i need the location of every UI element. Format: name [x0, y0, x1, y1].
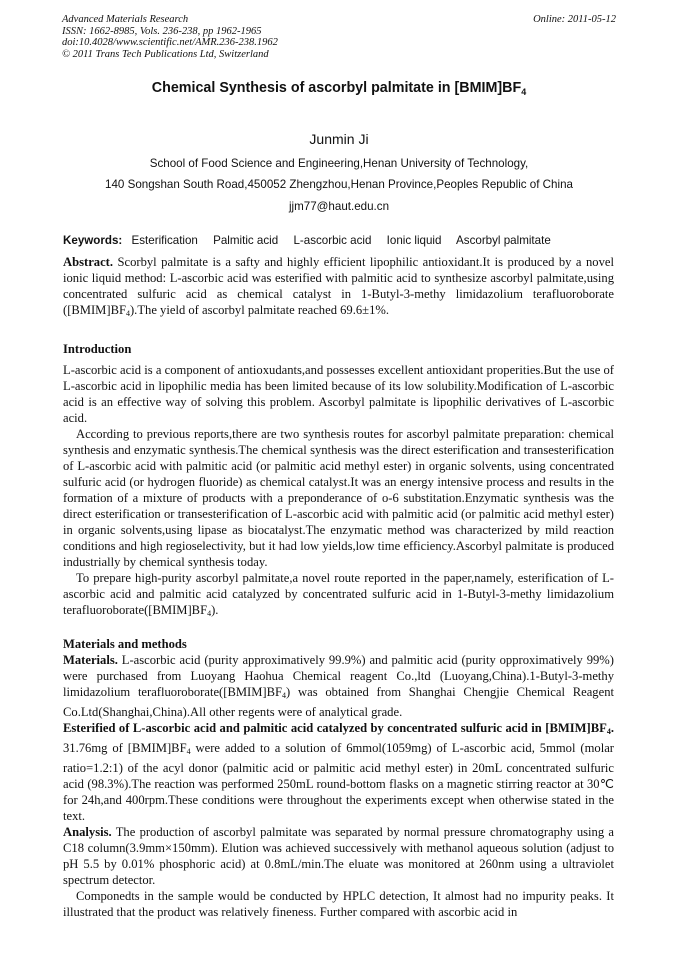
journal-name: Advanced Materials Research — [62, 14, 189, 25]
keyword: Ascorbyl palmitate — [456, 234, 551, 247]
esterification-text-b: were added to a solution of 6mmol(1059mg) of L-ascorbic acid, 5mmol (molar ratio=1.2:1) of the acyl donor (palmitic acid or palmitic acid methyl ester) in 20mL concentrated sulfuric acid (98.3%).The reaction was performed 250mL round-bottom flasks on a magnetic stirring reactor at 30℃ for 24h,and 400rpm.These conditions were throughout the experiments except when otherwise stated in the text. — [63, 741, 614, 823]
esterification-label-end: . — [610, 721, 614, 735]
affiliation-line-1: School of Food Science and Engineering,Henan University of Technology, — [149, 157, 529, 170]
materials-paragraph — [63, 652, 614, 720]
analysis-paragraph — [63, 824, 614, 888]
paper-title — [0, 80, 678, 97]
keyword: Esterification — [131, 234, 198, 247]
esterification-text-a: 31.76mg of [BMIM]BF — [63, 741, 187, 755]
abstract — [63, 254, 614, 322]
intro-paragraph-1: L-ascorbic acid is a component of antioxudants,and possesses excellent antioxidant properities.But the use of L-ascorbic acid in lipophilic media has been limited because of its low solubility.Modification of L-ascorbic acid is an effective way of solving this problem. Ascorbyl palmitate is lipophilic derivatives of L-ascorbic acid. — [63, 363, 614, 425]
materials-text-end: ) was obtained from Shanghai Chengjie Chemical Reagent Co.Ltd(Shanghai,China).All other regents were of analytical grade. — [63, 685, 614, 719]
introduction-section — [63, 341, 614, 622]
intro-paragraph-3-text: To prepare high-purity ascorbyl palmitate,a novel route reported in the paper,namely, esterification of L-ascorbic acid and palmitic acid catalyzed by concentrated sulfuric acid in 1-Butyl-3-methy limidazolium terafluoroborate([BMIM]BF — [63, 571, 614, 617]
materials-label: Materials. — [63, 653, 118, 667]
intro-paragraph-3-end: ). — [211, 603, 219, 617]
issn-line: ISSN: 1662-8985, Vols. 236-238, pp 1962-1965 — [62, 25, 262, 37]
materials-text: L-ascorbic acid (purity approximatively 99.9%) and palmitic acid (purity opproximatively 99%) were purchased from Luoyang Haohua Chemical reagent Co.,ltd (Luoyang,China).1-Butyl-3-methy limidazolium terafluoroborate([BMIM]BF — [63, 653, 614, 699]
intro-subscript: 4 — [207, 609, 212, 618]
materials-subscript: 4 — [282, 691, 287, 700]
copyright-line: © 2011 Trans Tech Publications Ltd, Switzerland — [62, 48, 269, 60]
methods-heading: Materials and methods — [63, 637, 187, 651]
keywords — [63, 234, 563, 247]
title-main: Chemical Synthesis of ascorbyl palmitate in [BMIM]BF — [151, 80, 522, 96]
keyword: L-ascorbic acid — [293, 234, 372, 247]
keyword: Ionic liquid — [386, 234, 442, 247]
intro-paragraph-3 — [63, 570, 614, 622]
online-date: Online: 2011-05-12 — [533, 14, 616, 25]
keyword: Palmitic acid — [213, 234, 279, 247]
doi-line: doi:10.4028/www.scientific.net/AMR.236-238.1962 — [62, 37, 278, 48]
esterification-label-subscript: 4 — [606, 727, 611, 736]
title-subscript: 4 — [521, 87, 527, 97]
esterification-label-text: Esterified of L-ascorbic acid and palmitic acid catalyzed by concentrated sulfuric acid in [BMIM]BF — [63, 721, 607, 735]
esterification-label — [63, 721, 614, 735]
abstract-text: Scorbyl palmitate is a safty and highly efficient lipophilic antioxidant.It is produced by a novel ionic liquid method: L-ascorbic acid was esterified with palmitic acid to synthesize ascorbyl palmitate,using concentrated sulfuric acid as chemical catalyst in 1-Butyl-3-methy limidazolium terafluoroborate ([BMIM]BF — [63, 255, 614, 317]
abstract-subscript: 4 — [125, 309, 130, 318]
esterification-paragraph — [63, 720, 614, 824]
analysis-label: Analysis. — [63, 825, 112, 839]
author-email: jjm77@haut.edu.cn — [288, 200, 390, 213]
author-name: Junmin Ji — [309, 131, 369, 147]
affiliation-line-2: 140 Songshan South Road,450052 Zhengzhou,Henan Province,Peoples Republic of China — [105, 178, 573, 191]
analysis-text: The production of ascorbyl palmitate was separated by normal pressure chromatography using a C18 column(3.9mm×150mm). Elution was achieved successively with methanol aqueous solution (adjust to pH 5.5 by 0.01% phosphoric acid) at 0.8mL/min.The eluate was monitored at 260nm using a ultraviolet spectrum detector. — [63, 825, 614, 887]
intro-paragraph-2: According to previous reports,there are two synthesis routes for ascorbyl palmitate preparation: chemical synthesis and enzymatic synthesis.The chemical synthesis was the direct esterification and transesterification of L-ascorbic acid with palmitic acid (or palmitic acid methyl ester) in organic solvents, using concentrated sulfuric acid (or hydrogen fluoride) as chemical catalyst.It was an energy intensive process and results in the formation of a mixture of products with a preponderance of o-6 substitation.Enzymatic synthesis was the direct esterification or transesterification of L-ascorbic acid with palmitic acid (or palmitic acid methyl ester) in organic solvents,using lipase as biocatalyst.The enzymatic method was characterized by mild reaction conditions and high regioselectivity, but it had low yields,low time efficiency.Ascorbyl palmitate is produced industrially by chemical synthesis today. — [63, 427, 614, 569]
abstract-text-end: ).The yield of ascorbyl palmitate reached 69.6±1%. — [129, 303, 390, 317]
esterification-subscript: 4 — [186, 747, 191, 756]
abstract-label: Abstract. — [63, 255, 114, 269]
methods-section — [63, 636, 614, 920]
final-paragraph: Componedts in the sample would be conducted by HPLC detection, It almost had no impurity peaks. It illustrated that the product was relatively fineness. Further compared with ascorbic acid in — [63, 889, 614, 919]
keywords-label: Keywords: — [63, 234, 123, 247]
introduction-heading: Introduction — [63, 342, 132, 356]
journal-header — [62, 14, 616, 60]
